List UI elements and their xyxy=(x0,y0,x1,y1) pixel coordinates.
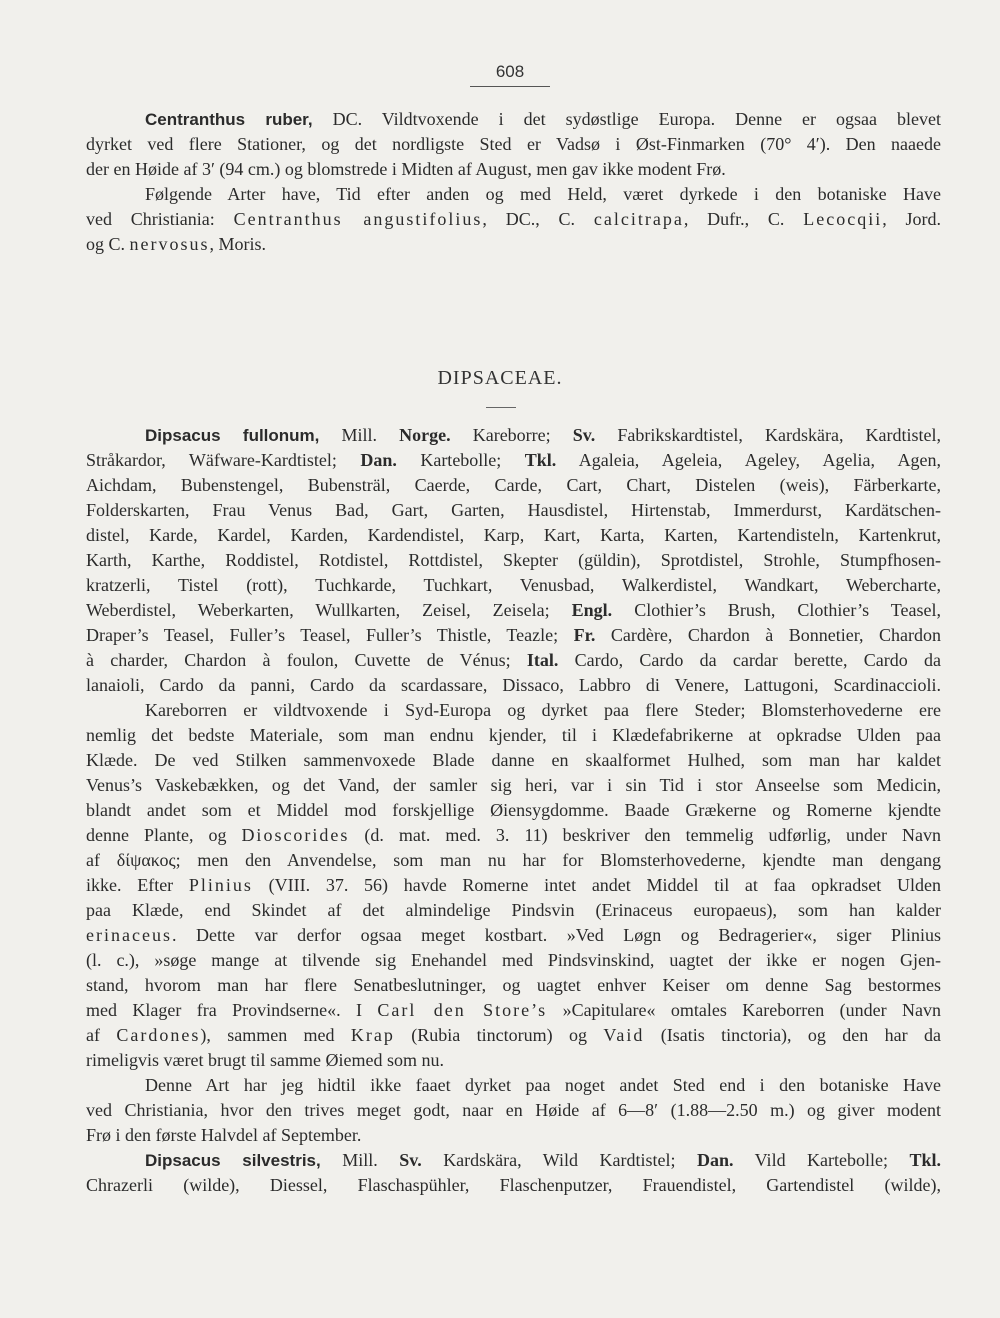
text-run: blandt andet som et Middel mod forskjellige Øiensygdomme. Baade Grækerne og Romerne kjendte xyxy=(86,800,941,820)
text-run: , DC., C. xyxy=(482,209,594,229)
text-run: nemlig det bedste Materiale, som man endnu kjender, til i Klædefabrikerne at opkradse Ulden paa xyxy=(86,725,941,745)
text-line xyxy=(86,748,941,773)
text-line xyxy=(86,473,941,498)
text-run: Venus’s Vaskebækken, og det Vand, der samler sig heri, var i sin Tid i stor Anseelse som Medicin, xyxy=(86,775,941,795)
language-label: Dan. xyxy=(360,450,397,470)
text-line xyxy=(86,798,941,823)
text-line xyxy=(86,1023,941,1048)
text-run: lanaioli, Cardo da panni, Cardo da scardassare, Dissaco, Labbro di Venere, Lattugoni, Scardinaccioli. xyxy=(86,675,941,695)
text-line xyxy=(86,1148,941,1173)
text-run: Weberdistel, Weberkarten, Wullkarten, Zeisel, Zeisela; xyxy=(86,600,572,620)
text-run: Agaleia, Ageleia, Ageley, Agelia, Agen, xyxy=(556,450,941,470)
text-line xyxy=(86,848,941,873)
spaced-name: Centranthus angustifolius xyxy=(233,209,483,229)
text-run: . Dette var derfor ogsaa meget kostbart. »Ved Løgn og Bedragerier«, siger Plinius xyxy=(171,925,941,945)
text-line xyxy=(86,623,941,648)
spaced-name: Plinius xyxy=(188,875,253,895)
text-run: Kareborre; xyxy=(450,425,573,445)
text-run: dyrket ved flere Stationer, og det nordligste Sted er Vadsø i Øst-Finmarken (70° 4′). Den naaede xyxy=(86,134,941,154)
text-run: med Klager fra Provindserne«. I xyxy=(86,1000,378,1020)
text-run: paa Klæde, end Skindet af det almindelige Pindsvin (Erinaceus europaeus), som han kalder xyxy=(86,900,941,920)
text-run: kratzerli, Tistel (rott), Tuchkarde, Tuchkart, Venusbad, Walkerdistel, Wandkart, Webercharte, xyxy=(86,575,941,595)
text-line xyxy=(86,157,941,182)
text-run: og C. xyxy=(86,234,130,254)
text-line xyxy=(86,523,941,548)
section-title: DIPSACEAE. xyxy=(437,367,563,389)
text-line xyxy=(86,448,941,473)
text-run: stand, hvorom man har flere Senatbeslutninger, og uagtet enhver Keiser om denne Sag bestormes xyxy=(86,975,941,995)
language-label: Norge. xyxy=(399,425,451,445)
text-run: Cardère, Chardon à Bonnetier, Chardon xyxy=(595,625,941,645)
text-run: ved Christiania: xyxy=(86,209,234,229)
language-label: Ital. xyxy=(526,650,559,670)
text-run: Mill. xyxy=(319,425,400,445)
text-run: (Isatis tinctoria), og den har da xyxy=(644,1025,941,1045)
text-run: der en Høide af 3′ (94 cm.) og blomstrede i Midten af August, men gav ikke modent Frø. xyxy=(86,159,726,179)
entry-heading: Dipsacus silvestris, xyxy=(145,1151,321,1170)
text-line xyxy=(86,423,941,448)
text-line xyxy=(86,573,941,598)
language-label: Sv. xyxy=(399,1150,422,1170)
text-run: Chrazerli (wilde), Diessel, Flaschaspühler, Flaschenputzer, Frauendistel, Gartendistel (wilde), xyxy=(86,1175,941,1195)
text-line xyxy=(86,548,941,573)
text-line xyxy=(86,823,941,848)
text-run: ), sammen med xyxy=(200,1025,351,1045)
text-run: Klæde. De ved Stilken sammenvoxede Blade danne en skaalformet Hulhed, som man har kaldet xyxy=(86,750,941,770)
text-run: Kareborren er vildtvoxende i Syd-Europa og dyrket paa flere Steder; Blomsterhovederne ere xyxy=(145,700,941,720)
text-run: af xyxy=(86,1025,117,1045)
text-line xyxy=(86,998,941,1023)
text-run: denne Plante, og xyxy=(86,825,242,845)
language-label: Sv. xyxy=(572,425,596,445)
text-run: (Rubia tinctorum) og xyxy=(394,1025,604,1045)
text-run: Draper’s Teasel, Fuller’s Teasel, Fuller’s Thistle, Teazle; xyxy=(86,625,574,645)
spaced-name: Lecocqii xyxy=(803,209,883,229)
text-line xyxy=(86,182,941,207)
text-run: af δίψακος; men den Anvendelse, som man nu har for Blomsterhovederne, kjendte man dengang xyxy=(86,850,941,870)
language-label: Tkl. xyxy=(909,1150,941,1170)
language-label: Engl. xyxy=(571,600,613,620)
text-run: rimeligvis været brugt til samme Øiemed som nu. xyxy=(86,1050,444,1070)
text-line xyxy=(86,232,941,257)
text-line xyxy=(86,648,941,673)
spaced-name: erinaceus xyxy=(86,925,172,945)
text-run: Aichdam, Bubenstengel, Bubensträl, Caerde, Carde, Cart, Chart, Distelen (weis), Färberkarte, xyxy=(86,475,941,495)
text-run: Folderskarten, Frau Venus Bad, Gart, Garten, Hausdistel, Hirtenstab, Immerdurst, Kardätschen- xyxy=(86,500,941,520)
text-line xyxy=(86,598,941,623)
language-label: Dan. xyxy=(696,1150,734,1170)
text-line xyxy=(86,1173,941,1198)
text-run: Karth, Karthe, Roddistel, Rotdistel, Rottdistel, Skepter (güldin), Sprotdistel, Strohle, Stumpfhosen- xyxy=(86,550,941,570)
language-label: Tkl. xyxy=(524,450,557,470)
page-number: 608 xyxy=(495,62,525,81)
spaced-name: Krap xyxy=(350,1025,395,1045)
text-run: , Jord. xyxy=(882,209,942,229)
spaced-name: Carl den Store’s xyxy=(377,1000,548,1020)
text-line xyxy=(86,1098,941,1123)
text-run: ved Christiania, hvor den trives meget godt, naar en Høide af 6—8′ (1.88—2.50 m.) og giver modent xyxy=(86,1100,941,1120)
text-run: distel, Karde, Kardel, Karden, Kardendistel, Karp, Kart, Karta, Karten, Kartendisteln, Kartenkrut, xyxy=(86,525,941,545)
text-run: (l. c.), »søge mange at tilvende sig Enehandel med Pindsvinskind, uagtet der ikke er nogen Gjen- xyxy=(86,950,941,970)
text-line xyxy=(86,923,941,948)
dipsacus-paragraphs xyxy=(86,423,941,1198)
text-line xyxy=(86,773,941,798)
text-line xyxy=(86,873,941,898)
text-run: Kardskära, Wild Kardtistel; xyxy=(421,1150,697,1170)
text-run: Vild Kartebolle; xyxy=(733,1150,910,1170)
text-run: Frø i den første Halvdel af September. xyxy=(86,1125,362,1145)
centranthus-paragraphs xyxy=(86,107,941,257)
text-line xyxy=(86,698,941,723)
text-run: , Moris. xyxy=(209,234,267,254)
section-title-rule xyxy=(486,407,516,408)
text-run: DC. Vildtvoxende i det sydøstlige Europa. Denne er ogsaa blevet xyxy=(312,109,941,129)
text-run: Stråkardor, Wäfware-Kardtistel; xyxy=(86,450,361,470)
text-run: Clothier’s Brush, Clothier’s Teasel, xyxy=(612,600,941,620)
page-number-rule xyxy=(470,86,550,87)
entry-heading: Dipsacus fullonum, xyxy=(145,426,320,445)
text-line xyxy=(86,898,941,923)
text-line xyxy=(86,673,941,698)
text-run: ikke. Efter xyxy=(86,875,189,895)
text-run: Kartebolle; xyxy=(396,450,525,470)
spaced-name: Vaid xyxy=(603,1025,645,1045)
text-run: Mill. xyxy=(320,1150,400,1170)
text-line xyxy=(86,498,941,523)
text-line xyxy=(86,132,941,157)
text-line xyxy=(86,1048,941,1073)
text-run: à charder, Chardon à foulon, Cuvette de Vénus; xyxy=(86,650,527,670)
spaced-name: nervosus xyxy=(129,234,210,254)
text-line xyxy=(86,107,941,132)
text-run: (VIII. 37. 56) havde Romerne intet andet Middel til at faa opkradset Ulden xyxy=(252,875,941,895)
text-run: , Dufr., C. xyxy=(683,209,804,229)
text-line xyxy=(86,1123,941,1148)
spaced-name: Cardones xyxy=(116,1025,201,1045)
text-run: Følgende Arter have, Tid efter anden og med Held, været dyrkede i den botaniske Have xyxy=(145,184,941,204)
entry-heading: Centranthus ruber, xyxy=(145,110,313,129)
language-label: Fr. xyxy=(573,625,596,645)
text-line xyxy=(86,948,941,973)
text-run: Cardo, Cardo da cardar berette, Cardo da xyxy=(558,650,941,670)
spaced-name: Dioscorides xyxy=(241,825,350,845)
text-run: »Capitulare« omtales Kareborren (under Navn xyxy=(547,1000,942,1020)
text-line xyxy=(86,207,941,232)
text-run: Fabrikskardtistel, Kardskära, Kardtistel, xyxy=(595,425,942,445)
text-run: (d. mat. med. 3. 11) beskriver den temmelig udførlig, under Navn xyxy=(349,825,941,845)
text-line xyxy=(86,1073,941,1098)
text-line xyxy=(86,723,941,748)
text-run: Denne Art har jeg hidtil ikke faaet dyrket paa noget andet Sted end i den botaniske Have xyxy=(145,1075,941,1095)
spaced-name: calcitrapa xyxy=(593,209,684,229)
text-line xyxy=(86,973,941,998)
